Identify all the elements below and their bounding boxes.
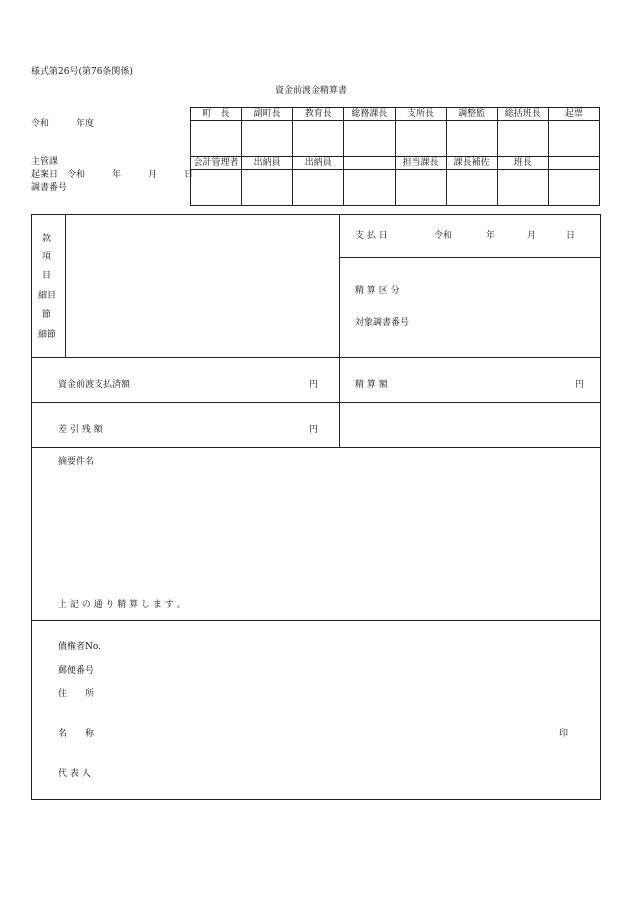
approval-cell-coordinator: 調整監 — [446, 108, 497, 121]
stamp-box — [548, 170, 599, 206]
approval-cell-branch-head: 支所長 — [395, 108, 446, 121]
stamp-box — [293, 121, 344, 157]
approval-stamp-row-2 — [191, 170, 600, 206]
summary-subject-label: 摘要件名 — [58, 457, 95, 467]
stamp-box — [446, 170, 497, 206]
stamp-box — [242, 170, 293, 206]
budget-label-saisetsu: 細節 — [38, 330, 57, 340]
approval-cell-superintendent: 教育長 — [293, 108, 344, 121]
approval-stamp-grid — [190, 107, 600, 206]
payment-date-label: 支 払 日 — [355, 231, 388, 241]
approval-cell-blank — [344, 157, 395, 170]
budget-label-kou: 項 — [42, 252, 52, 262]
budget-section-rule — [32, 357, 600, 358]
payment-date-rule — [339, 257, 600, 258]
approval-cell-section-head: 担当課長 — [395, 157, 446, 170]
stamp-box — [344, 170, 395, 206]
budget-label-saimoku: 細目 — [38, 291, 57, 301]
balance-row-rule — [32, 447, 600, 448]
approval-cell-cashier-2: 出納員 — [293, 157, 344, 170]
payment-date-era: 令和 — [434, 231, 453, 241]
budget-label-moku: 目 — [42, 271, 52, 281]
settlement-category-label: 精 算 区 分 — [355, 286, 400, 296]
draft-date: 起案日 令和 年 月 日 — [31, 170, 194, 180]
settlement-amount-label: 精 算 額 — [355, 380, 388, 390]
stamp-box — [344, 121, 395, 157]
stamp-box — [293, 170, 344, 206]
payment-date-day: 日 — [566, 231, 576, 241]
approval-cell-deputy-mayor: 副町長 — [242, 108, 293, 121]
representative-label: 代 表 人 — [58, 769, 91, 779]
advance-paid-unit: 円 — [309, 380, 319, 390]
stamp-box — [497, 170, 548, 206]
balance-unit: 円 — [309, 425, 319, 435]
stamp-box — [548, 121, 599, 157]
approval-cell-drafter: 起票 — [548, 108, 599, 121]
budget-label-column-rule — [65, 215, 66, 357]
approval-cell-chief-supervisor: 総括班長 — [497, 108, 548, 121]
department-label: 主管課 — [31, 157, 59, 167]
approval-cell-cashier-1: 出納員 — [242, 157, 293, 170]
approval-cell-accounting-manager: 会計管理者 — [191, 157, 242, 170]
approval-header-row — [191, 108, 600, 121]
payment-date-year: 年 — [486, 231, 496, 241]
name-label: 名 称 — [58, 729, 95, 739]
creditor-number-label: 債権者No. — [58, 642, 101, 652]
balance-label: 差 引 残 額 — [58, 425, 103, 435]
stamp-box — [497, 121, 548, 157]
stamp-box — [395, 121, 446, 157]
fiscal-year: 令和 年度 — [31, 119, 95, 129]
postal-code-label: 郵便番号 — [58, 666, 95, 676]
address-label: 住 所 — [58, 689, 95, 699]
approval-header-row-2 — [191, 157, 600, 170]
stamp-box — [446, 121, 497, 157]
seal-mark: 印 — [559, 729, 569, 739]
summary-section-rule — [32, 620, 600, 621]
approval-cell-blank-2 — [548, 157, 599, 170]
settlement-declaration: 上 記 の 通 り 精 算 し ま す 。 — [58, 600, 186, 610]
center-column-rule — [339, 215, 340, 447]
stamp-box — [191, 121, 242, 157]
form-number: 様式第26号(第76条関係) — [31, 67, 133, 77]
target-document-number-label: 対象調書番号 — [355, 318, 410, 328]
approval-cell-mayor: 町 長 — [191, 108, 242, 121]
stamp-box — [395, 170, 446, 206]
settlement-form — [31, 214, 601, 800]
approval-cell-assistant-head: 課長補佐 — [446, 157, 497, 170]
stamp-box — [242, 121, 293, 157]
budget-label-setsu: 節 — [42, 310, 52, 320]
document-number-label: 調書番号 — [31, 183, 68, 193]
approval-stamp-row — [191, 121, 600, 157]
stamp-box — [191, 170, 242, 206]
page-title: 資金前渡金精算書 — [275, 86, 348, 96]
payment-date-month: 月 — [527, 231, 537, 241]
advance-paid-label: 資金前渡支払済額 — [58, 380, 131, 390]
approval-cell-general-affairs-head: 総務課長 — [344, 108, 395, 121]
approval-cell-team-leader: 班長 — [497, 157, 548, 170]
amount-row-rule — [32, 402, 600, 403]
settlement-amount-unit: 円 — [575, 380, 585, 390]
budget-label-kan: 款 — [42, 234, 52, 244]
